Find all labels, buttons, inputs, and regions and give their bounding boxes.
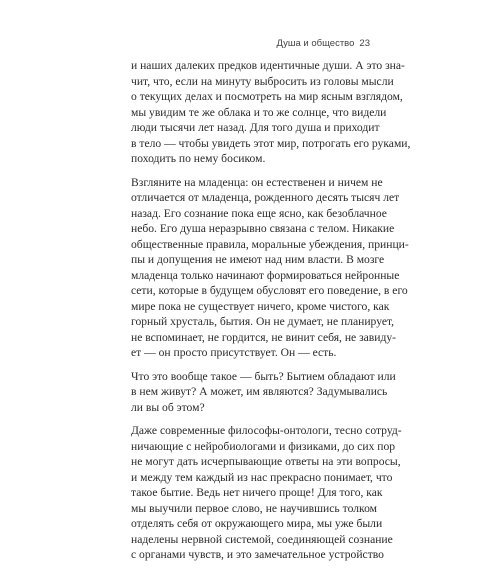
text-line: младенца только начинают формироваться нейронные — [131, 268, 400, 282]
text-line: Взгляните на младенца: он естественен и ничем не — [131, 175, 383, 189]
section-title: Душа и общество — [276, 38, 355, 49]
text-line: небо. Его душа неразрывно связана с телом. Никакие — [131, 222, 395, 235]
text-line: сети, которые в будущем обусловят его поведение, в его — [131, 284, 408, 297]
text-line: назад. Его сознание пока еще ясно, как безоблачное — [131, 206, 387, 220]
text-line: общественные правила, моральные убеждения, принци- — [131, 237, 409, 251]
text-line: в тело — чтобы увидеть этот мир, потрогать его руками, — [131, 136, 411, 150]
text-line: отделять себя от окружающего мира, мы уже были — [131, 517, 383, 530]
paragraph — [131, 369, 396, 416]
running-head — [130, 38, 370, 49]
text-line: не вспоминает, не гордится, не винит себя, не завиду- — [131, 330, 397, 344]
body-text — [131, 58, 411, 571]
text-line: с органами чувств, и это замечательное устройство — [131, 548, 384, 561]
text-line: отличается от младенца, рожденного десять тысяч лет — [131, 191, 400, 204]
text-line: чит, что, если на минуту выбросить из головы мысли — [131, 74, 394, 88]
paragraph — [131, 175, 409, 361]
text-line: ет — он просто присутствует. Он — есть. — [131, 346, 337, 359]
text-line: ли вы об этом? — [131, 400, 205, 414]
text-line: люди тысячи лет назад. Для того душа и приходит — [131, 121, 380, 134]
text-line: и между тем каждый из нас прекрасно понимает, что — [131, 470, 393, 484]
paragraph — [131, 423, 402, 563]
text-line: Даже современные философы-онтологи, тесно сотруд- — [131, 424, 402, 437]
text-line: в нем живут? А может, им являются? Задумывались — [131, 385, 388, 398]
page-number: 23 — [359, 38, 370, 49]
paragraph — [131, 58, 411, 167]
text-line: и наших далеких предков идентичные души. А это зна- — [131, 59, 405, 72]
text-line: мы выучили первое слово, не научившись толком — [131, 501, 377, 515]
text-line: походить по нему босиком. — [131, 152, 266, 165]
text-line: мире пока не существует ничего, кроме чистого, как — [131, 299, 390, 313]
text-line: горный хрусталь, бытия. Он не думает, не планирует, — [131, 315, 395, 328]
text-line: не могут дать исчерпывающие ответы на эти вопросы, — [131, 455, 401, 468]
text-line: ничающие с нейробиологами и физиками, до сих пор — [131, 439, 396, 453]
text-line: мы увидим те же облака и то же солнце, что видели — [131, 105, 387, 119]
text-line: Что это вообще такое — быть? Бытием обладают или — [131, 369, 396, 383]
text-line: о текущих делах и посмотреть на мир ясным взглядом, — [131, 90, 403, 103]
text-line: пы и допущения не имеют над ним власти. В мозге — [131, 253, 385, 266]
text-line: наделены нервной системой, соединяющей сознание — [131, 532, 393, 546]
text-line: такое бытие. Ведь нет ничего проще! Для того, как — [131, 486, 383, 499]
